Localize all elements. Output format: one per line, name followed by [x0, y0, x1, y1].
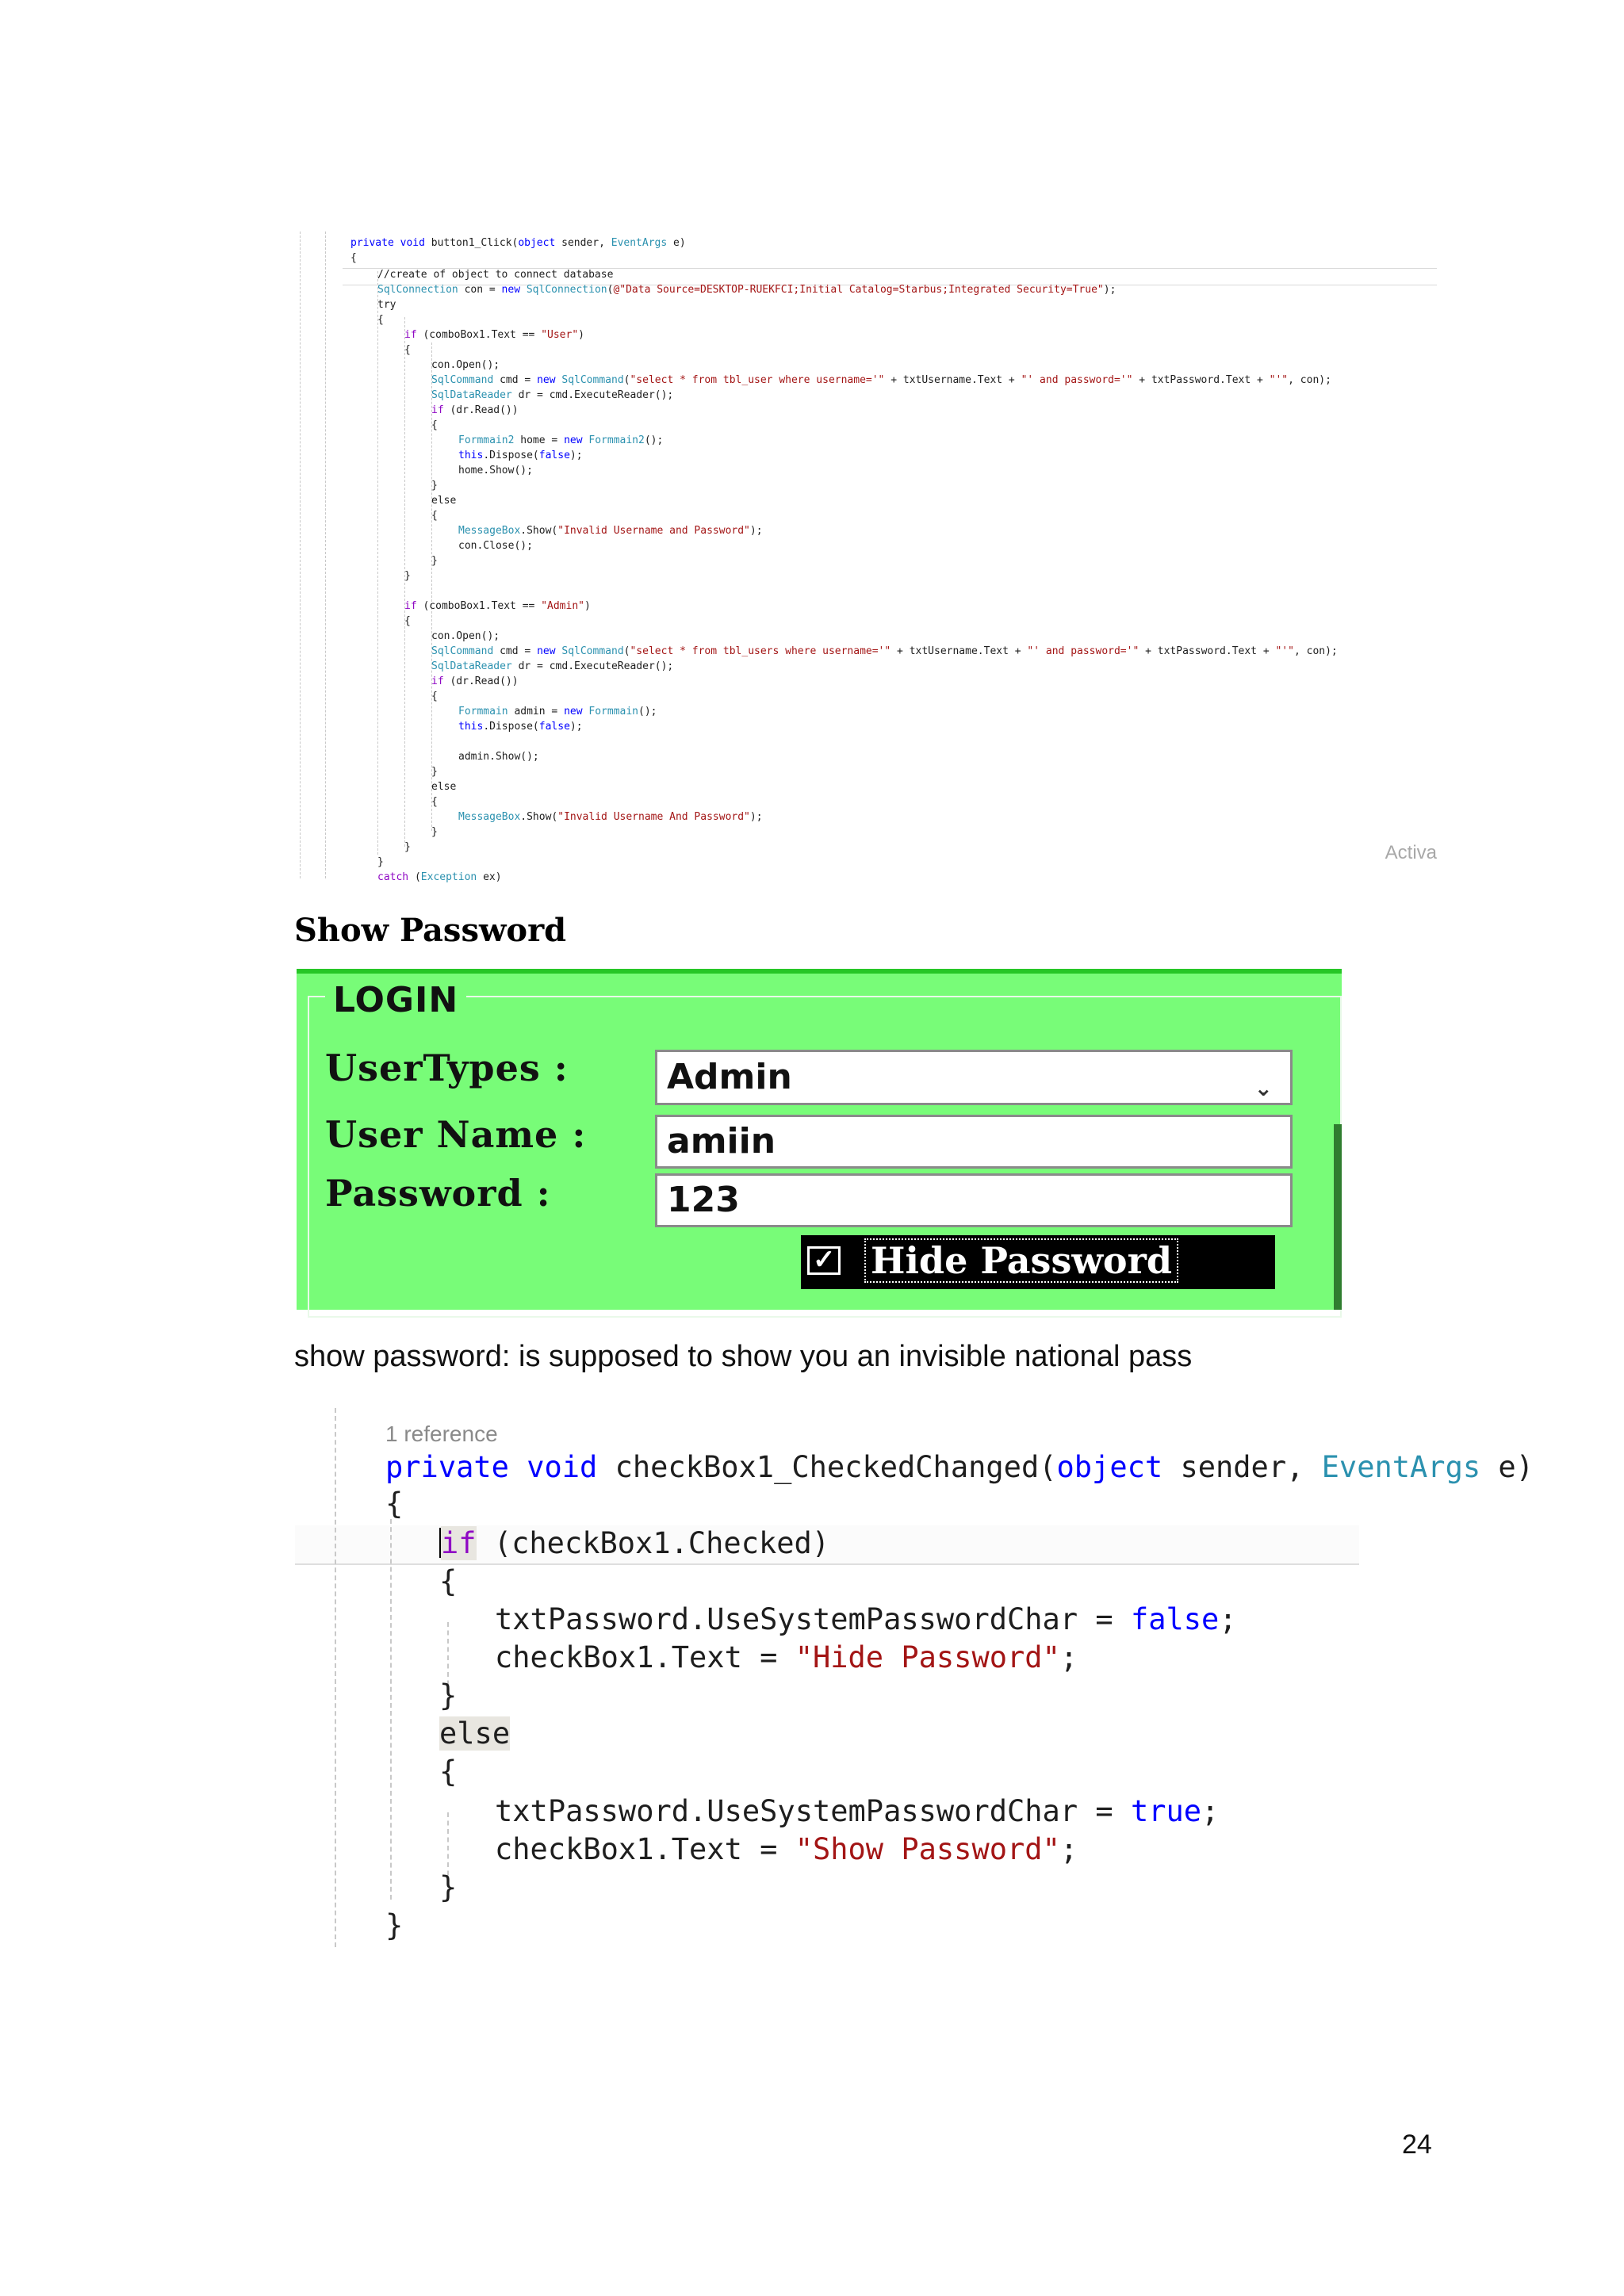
- code-line: {: [431, 691, 438, 702]
- indent-guide: [377, 271, 378, 855]
- section-heading: Show Password: [294, 912, 567, 949]
- username-label: User Name :: [325, 1113, 587, 1156]
- code-line: Formmain admin = new Formmain();: [458, 706, 657, 718]
- code-line: checkBox1.Text = "Hide Password";: [495, 1640, 1078, 1674]
- code-reference-count: 1 reference: [385, 1422, 498, 1446]
- password-input[interactable]: 123: [655, 1173, 1293, 1227]
- code-line: {: [439, 1564, 458, 1598]
- code-line: SqlDataReader dr = cmd.ExecuteReader();: [431, 660, 674, 672]
- code-line: {: [350, 252, 357, 264]
- code-line: }: [439, 1870, 458, 1904]
- code-line: {: [431, 796, 438, 808]
- checkmark-icon: ✓: [813, 1244, 836, 1276]
- page-number: 24: [1402, 2130, 1432, 2160]
- code-line: }: [385, 1908, 404, 1942]
- code-line: {: [404, 344, 411, 356]
- show-password-checkbox[interactable]: [801, 1235, 1275, 1289]
- code-line: txtPassword.UseSystemPasswordChar = false;: [495, 1602, 1237, 1636]
- code-comment: //create of object to connect database: [377, 269, 614, 281]
- code-line: {: [377, 314, 384, 326]
- code-line: if (dr.Read()): [431, 675, 519, 687]
- code-line: SqlCommand cmd = new SqlCommand("select * from tbl_user where username='" + txtUsername.Text + "' and password='" + txtPassword.Text + "'", con);: [431, 374, 1331, 386]
- code-line: catch (Exception ex): [377, 871, 502, 883]
- usertype-selected-value: Admin: [667, 1057, 792, 1097]
- code-line: else: [431, 495, 457, 507]
- code-line: {: [439, 1755, 458, 1789]
- indent-guide: [390, 1519, 392, 1900]
- code-line: {: [431, 510, 438, 522]
- code-line: SqlCommand cmd = new SqlCommand("select * from tbl_users where username='" + txtUsername.Text + "' and password='" + txtPassword.Text + "'", con);: [431, 645, 1338, 657]
- group-box-title: LOGIN: [325, 980, 466, 1020]
- code-line: con.Open();: [431, 630, 500, 642]
- code-line: try: [377, 299, 396, 311]
- code-line: }: [439, 1678, 458, 1712]
- body-paragraph: show password: is supposed to show you an invisible national pass: [294, 1340, 1193, 1373]
- login-form-screenshot: [297, 969, 1342, 1310]
- code-line: }: [431, 480, 438, 492]
- code-line: con.Open();: [431, 359, 500, 371]
- activation-watermark: Activa: [1385, 842, 1437, 863]
- code-line: txtPassword.UseSystemPasswordChar = true;: [495, 1794, 1220, 1828]
- code-line: {: [431, 419, 438, 431]
- username-input[interactable]: amiin: [655, 1115, 1293, 1169]
- code-line: else: [439, 1716, 511, 1751]
- code-line: }: [377, 856, 384, 868]
- code-line: else: [431, 781, 457, 793]
- code-line: con.Close();: [458, 540, 533, 552]
- code-line: if (dr.Read()): [431, 404, 519, 416]
- code-line: if (comboBox1.Text == "Admin"): [404, 600, 591, 612]
- code-line: if (comboBox1.Text == "User"): [404, 329, 584, 341]
- code-line: private void button1_Click(object sender, EventArgs e): [350, 237, 686, 249]
- code-line: }: [404, 841, 411, 853]
- indent-guide: [335, 1408, 336, 1947]
- code-line: SqlConnection con = new SqlConnection(@"Data Source=DESKTOP-RUEKFCI;Initial Catalog=Starbus;Integrated Security=True");: [377, 284, 1116, 296]
- code-screenshot-login-handler: [295, 224, 1437, 883]
- code-line: if (checkBox1.Checked): [441, 1526, 830, 1560]
- indent-guide: [325, 232, 326, 878]
- usertype-combobox[interactable]: [655, 1050, 1293, 1105]
- indent-guide: [300, 232, 301, 878]
- code-line: this.Dispose(false);: [458, 450, 583, 461]
- window-edge: [1334, 1124, 1342, 1310]
- code-line: MessageBox.Show("Invalid Username and Password");: [458, 525, 763, 537]
- code-line: checkBox1.Text = "Show Password";: [495, 1832, 1078, 1866]
- code-line: {: [404, 615, 411, 627]
- checkbox-label: Hide Password: [864, 1238, 1178, 1283]
- password-label: Password :: [325, 1172, 551, 1215]
- code-line: MessageBox.Show("Invalid Username And Password");: [458, 811, 763, 823]
- code-line: Formmain2 home = new Formmain2();: [458, 434, 664, 446]
- code-line: private void checkBox1_CheckedChanged(object sender, EventArgs e): [385, 1450, 1534, 1484]
- chevron-down-icon[interactable]: ⌄: [1254, 1075, 1273, 1101]
- code-line: }: [431, 766, 438, 778]
- code-screenshot-checkbox-handler: [295, 1408, 1534, 1947]
- code-line: }: [404, 570, 411, 582]
- code-line: admin.Show();: [458, 751, 539, 763]
- checkbox-box[interactable]: [807, 1246, 841, 1275]
- usertype-label: UserTypes :: [325, 1047, 569, 1089]
- code-line: {: [385, 1487, 404, 1521]
- code-line: SqlDataReader dr = cmd.ExecuteReader();: [431, 389, 674, 401]
- code-line: }: [431, 826, 438, 838]
- code-line: this.Dispose(false);: [458, 721, 583, 733]
- code-line: home.Show();: [458, 465, 533, 476]
- code-line: }: [431, 555, 438, 567]
